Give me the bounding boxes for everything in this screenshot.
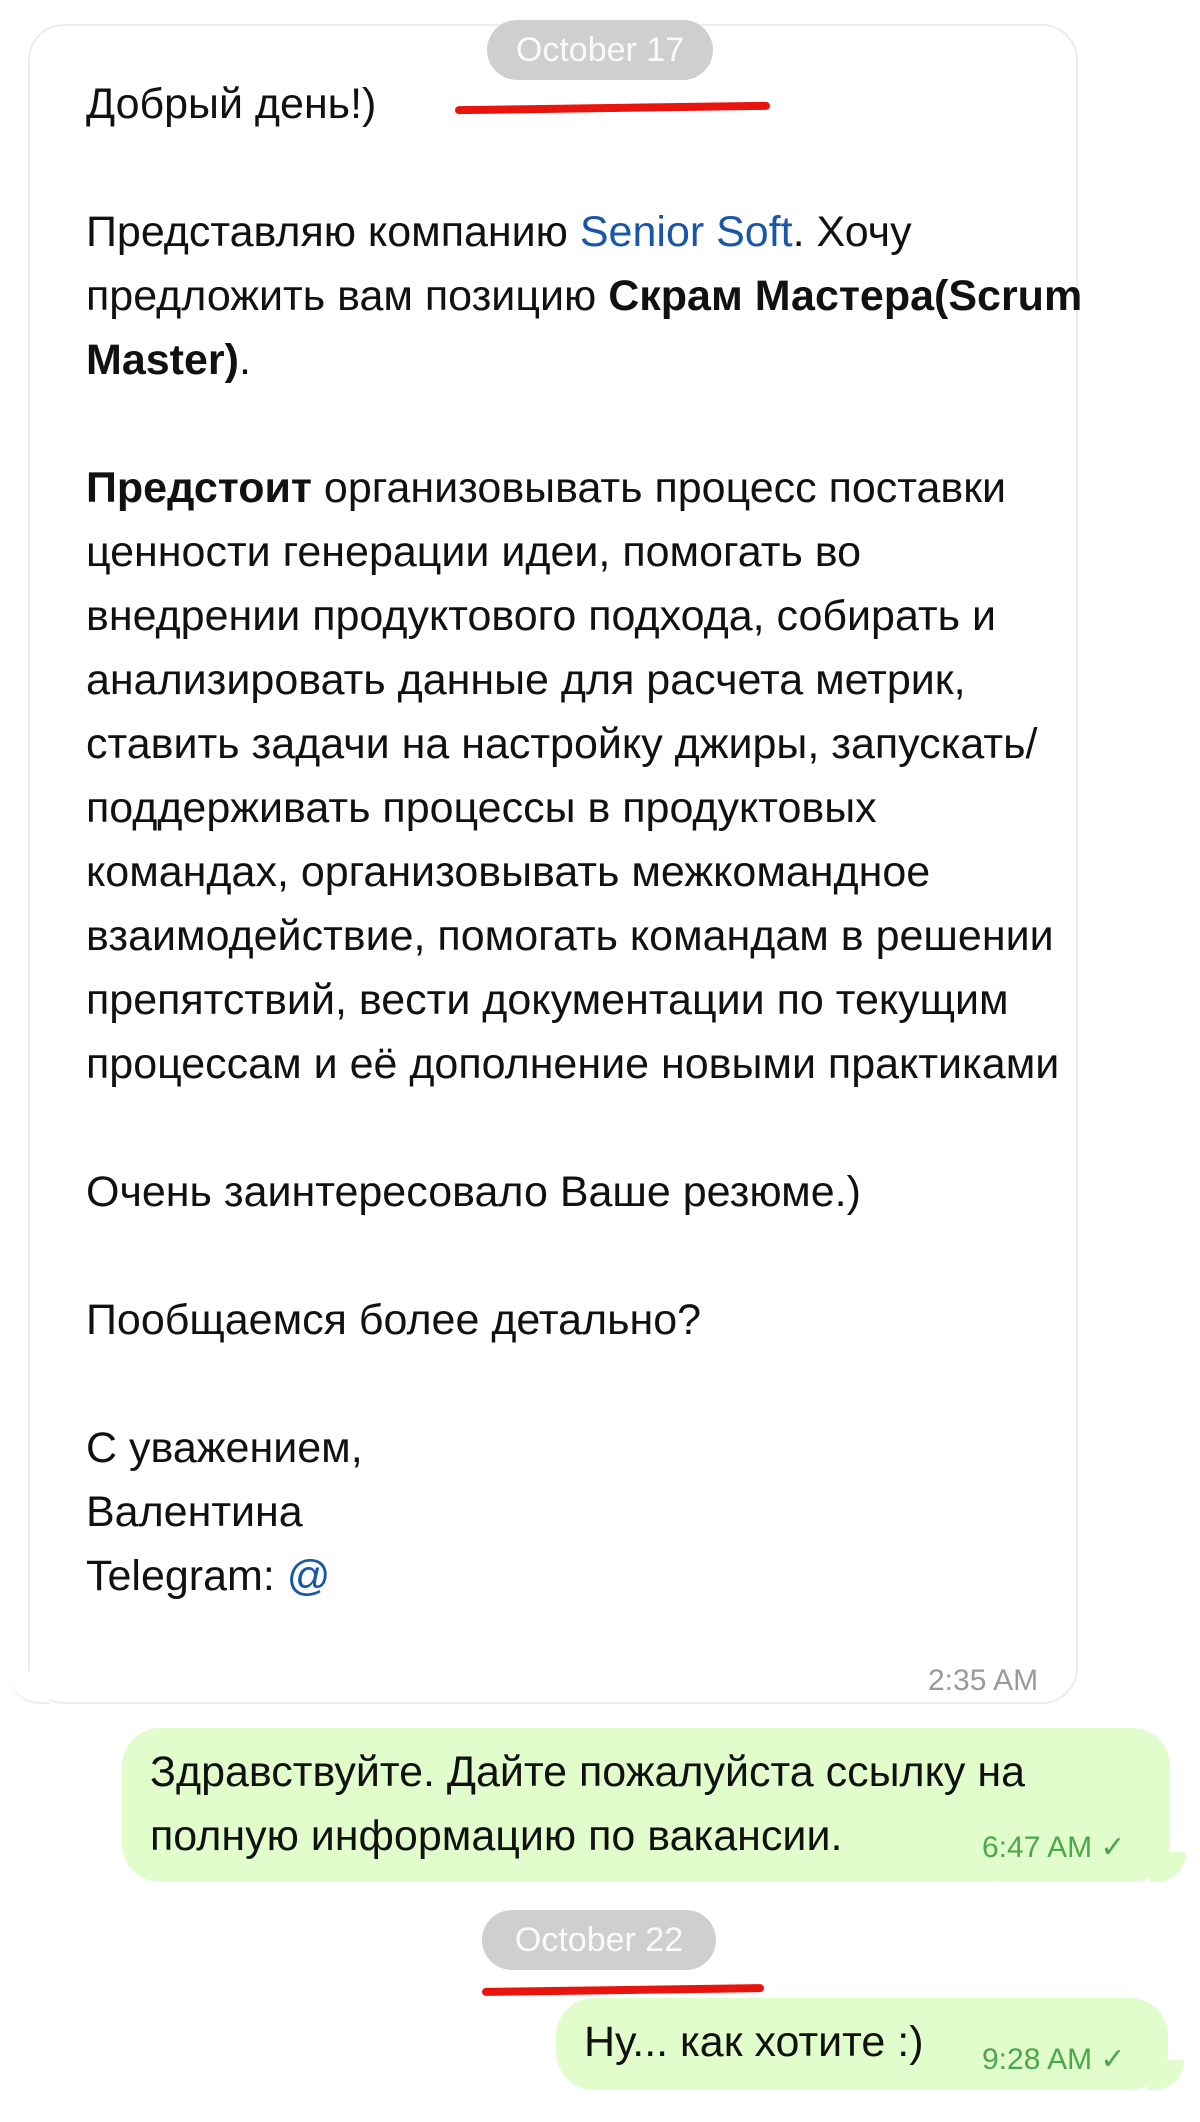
company-link[interactable]: Senior Soft — [579, 208, 793, 256]
interest-line: Очень заинтересовало Ваше резюме.) — [86, 1168, 861, 1216]
time-text: 6:47 AM — [982, 1831, 1093, 1864]
incoming-message-bubble[interactable] — [28, 24, 1083, 1704]
telegram-label: Telegram: — [86, 1552, 287, 1600]
incoming-message-time: 2:35 AM — [928, 1664, 1039, 1697]
duties-paragraph — [86, 456, 1086, 1096]
outgoing-message-bubble[interactable] — [122, 1728, 1170, 1882]
date-separator-october-17: October 17 — [487, 20, 713, 80]
time-text: 9:28 AM — [982, 2043, 1093, 2076]
incoming-message-text — [86, 72, 1086, 1608]
intro-paragraph — [86, 200, 1086, 392]
bubble-tail — [1148, 2060, 1184, 2090]
bubble-tail — [1150, 1852, 1186, 1882]
question-line: Пообщаемся более детально? — [86, 1296, 702, 1344]
outgoing-message-time — [982, 1830, 1126, 1865]
intro-end: . — [238, 336, 251, 384]
greeting-text: Добрый день!) — [86, 80, 377, 128]
duties-lead: Предстоит — [86, 464, 312, 512]
intro-mid: . Хочу предложить вам позицию — [86, 208, 912, 320]
telegram-line — [86, 1544, 1086, 1608]
red-underline-annotation — [482, 1984, 764, 1996]
date-separator-october-22: October 22 — [482, 1910, 716, 1970]
regards-line: С уважением, — [86, 1424, 363, 1472]
sender-name: Валентина — [86, 1488, 303, 1536]
single-check-icon: ✓ — [1100, 2043, 1126, 2076]
position-title: Скрам Мастера(Scrum Master) — [86, 272, 1083, 384]
single-check-icon: ✓ — [1100, 1831, 1126, 1864]
outgoing-message-time — [982, 2042, 1126, 2077]
duties-text: организовывать процесс поставки ценности генерации идеи, помогать во внедрении продуктового подхода, собирать и анализировать данные для расчета метрик, ставить задачи на настройку джиры, запускать/поддерживать процессы в продуктовых командах, организовывать межкомандное взаимодействие, помогать командам в решении препятствий, вести документации по текущим процессам и её дополнение новыми практиками — [86, 464, 1060, 1088]
outgoing-message-bubble[interactable] — [556, 1998, 1168, 2090]
bubble-tail — [10, 1672, 50, 1704]
telegram-handle-link[interactable]: @ — [286, 1552, 331, 1600]
outgoing-message-text: Здравствуйте. Дайте пожалуйста ссылку на полную информацию по вакансии. — [150, 1748, 1025, 1860]
outgoing-message-text: Ну... как хотите :) — [584, 2018, 924, 2066]
intro-prefix: Представляю компанию — [86, 208, 580, 256]
